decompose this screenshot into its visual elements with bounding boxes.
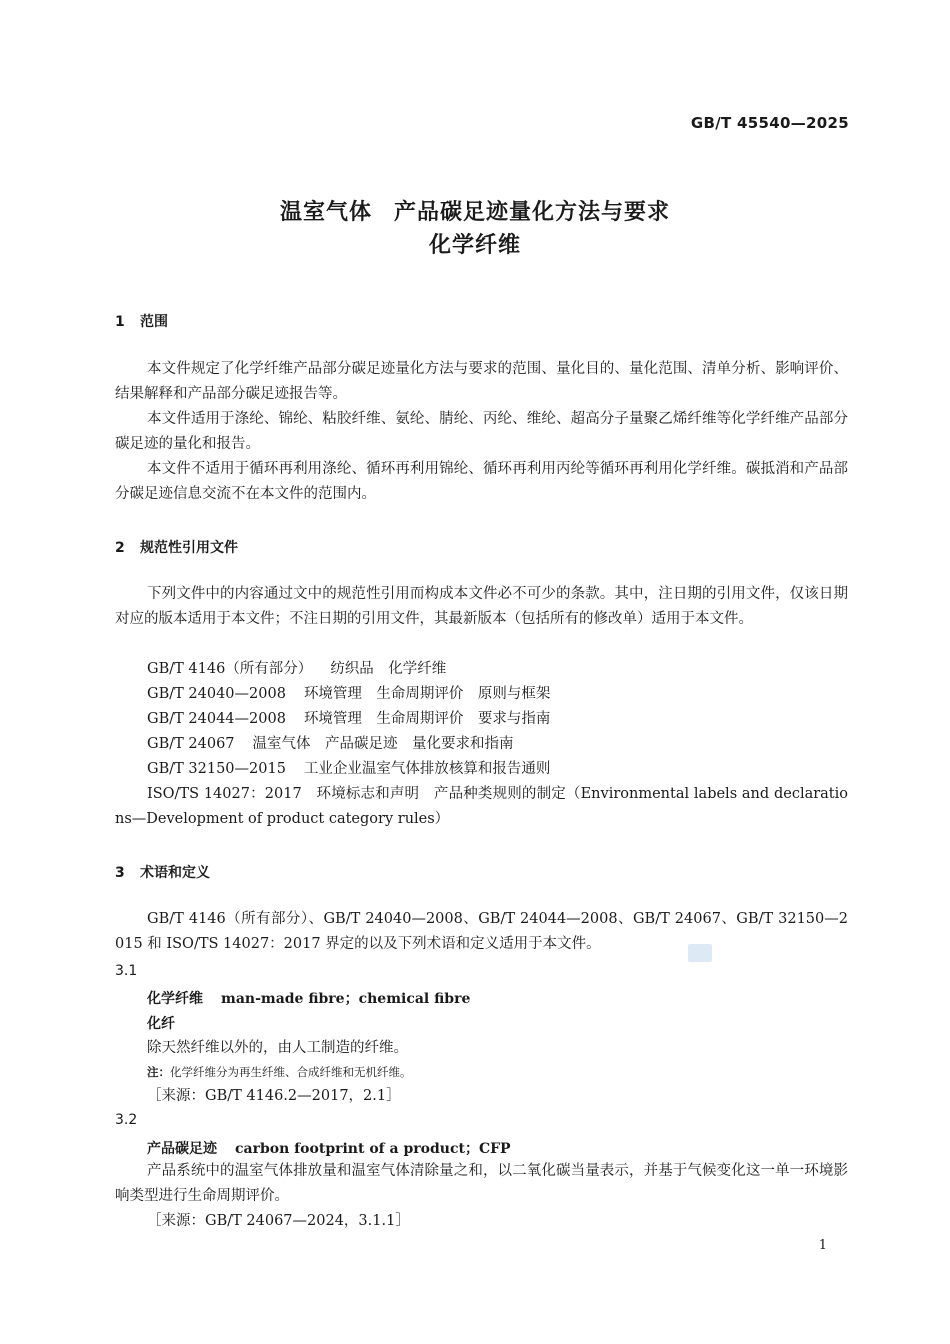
reference-title: 环境管理 生命周期评价 原则与框架 <box>303 686 551 702</box>
title-line-2: 化学纤维 <box>428 233 521 258</box>
reference-code: GB/T 4146（所有部分） <box>147 661 313 677</box>
section-1-heading <box>115 311 168 331</box>
watermark-logo <box>688 944 712 962</box>
section-1-paragraph-1: 本文件规定了化学纤维产品部分碳足迹量化方法与要求的范围、量化目的、量化范围、清单分析、影响评价、结果解释和产品部分碳足迹报告等。 <box>115 361 848 402</box>
reference-code: GB/T 32150—2015 <box>147 761 286 777</box>
term-definition: 除天然纤维以外的，由人工制造的纤维。 <box>147 1040 408 1056</box>
term-name <box>147 988 470 1008</box>
term-number: 3.2 <box>115 1112 138 1128</box>
section-number: 3 <box>115 865 125 881</box>
section-number: 2 <box>115 540 125 556</box>
section-2-heading <box>115 537 238 557</box>
reference-title: 纺织品 化学纤维 <box>330 661 447 677</box>
term-note <box>147 1064 412 1080</box>
reference-title: 工业企业温室气体排放核算和报告通则 <box>303 761 551 777</box>
reference-title: 环境管理 生命周期评价 要求与指南 <box>303 711 551 727</box>
reference-item <box>147 682 550 707</box>
term-en: carbon footprint of a product；CFP <box>235 1141 511 1157</box>
term-source: ［来源：GB/T 4146.2—2017，2.1］ <box>147 1088 401 1104</box>
section-title: 术语和定义 <box>140 865 210 881</box>
term-zh: 产品碳足迹 <box>147 1141 217 1157</box>
title-part-a: 温室气体 <box>279 200 372 225</box>
term-number: 3.1 <box>115 963 138 979</box>
section-number: 1 <box>115 314 125 330</box>
document-title <box>0 196 950 262</box>
term-alt: 化纤 <box>147 1016 175 1032</box>
reference-item <box>147 657 446 682</box>
term-en: man-made fibre；chemical fibre <box>221 991 471 1007</box>
section-title: 范围 <box>140 314 168 330</box>
section-2-paragraph-1: 下列文件中的内容通过文中的规范性引用而构成本文件必不可少的条款。其中，注日期的引用文件，仅该日期对应的版本适用于本文件；不注日期的引用文件，其最新版本（包括所有的修改单）适用于本文件。 <box>115 586 848 627</box>
title-part-b: 产品碳足迹量化方法与要求 <box>394 200 671 225</box>
reference-code: GB/T 24067 <box>147 736 235 752</box>
reference-item <box>147 757 550 782</box>
term-zh: 化学纤维 <box>147 991 203 1007</box>
section-1-paragraph-3: 本文件不适用于循环再利用涤纶、循环再利用锦纶、循环再利用丙纶等循环再利用化学纤维。碳抵消和产品部分碳足迹信息交流不在本文件的范围内。 <box>115 461 848 502</box>
reference-code: GB/T 24044—2008 <box>147 711 286 727</box>
term-name <box>147 1138 511 1158</box>
reference-item-iso: ISO/TS 14027：2017 环境标志和声明 产品种类规则的制定（Environmental labels and declarations—Development of product category rules） <box>115 786 848 827</box>
note-text: 化学纤维分为再生纤维、合成纤维和无机纤维。 <box>170 1065 412 1079</box>
page-number: 1 <box>818 1238 827 1253</box>
reference-item <box>147 707 550 732</box>
term-source: ［来源：GB/T 24067—2024，3.1.1］ <box>147 1213 410 1229</box>
section-title: 规范性引用文件 <box>140 540 238 556</box>
section-1-paragraph-2: 本文件适用于涤纶、锦纶、粘胶纤维、氨纶、腈纶、丙纶、维纶、超高分子量聚乙烯纤维等化学纤维产品部分碳足迹的量化和报告。 <box>115 411 848 452</box>
standard-code: GB/T 45540—2025 <box>690 114 849 132</box>
section-3-paragraph-1: GB/T 4146（所有部分）、GB/T 24040—2008、GB/T 24044—2008、GB/T 24067、GB/T 32150—2015 和 ISO/TS 14027：2017 界定的以及下列术语和定义适用于本文件。 <box>115 911 848 952</box>
section-3-heading <box>115 862 210 882</box>
reference-item <box>147 732 514 757</box>
term-definition: 产品系统中的温室气体排放量和温室气体清除量之和，以二氧化碳当量表示，并基于气候变化这一单一环境影响类型进行生命周期评价。 <box>115 1163 848 1204</box>
reference-code: GB/T 24040—2008 <box>147 686 286 702</box>
title-line-1 <box>0 196 950 229</box>
note-label: 注： <box>147 1065 170 1079</box>
reference-title: 温室气体 产品碳足迹 量化要求和指南 <box>252 736 514 752</box>
